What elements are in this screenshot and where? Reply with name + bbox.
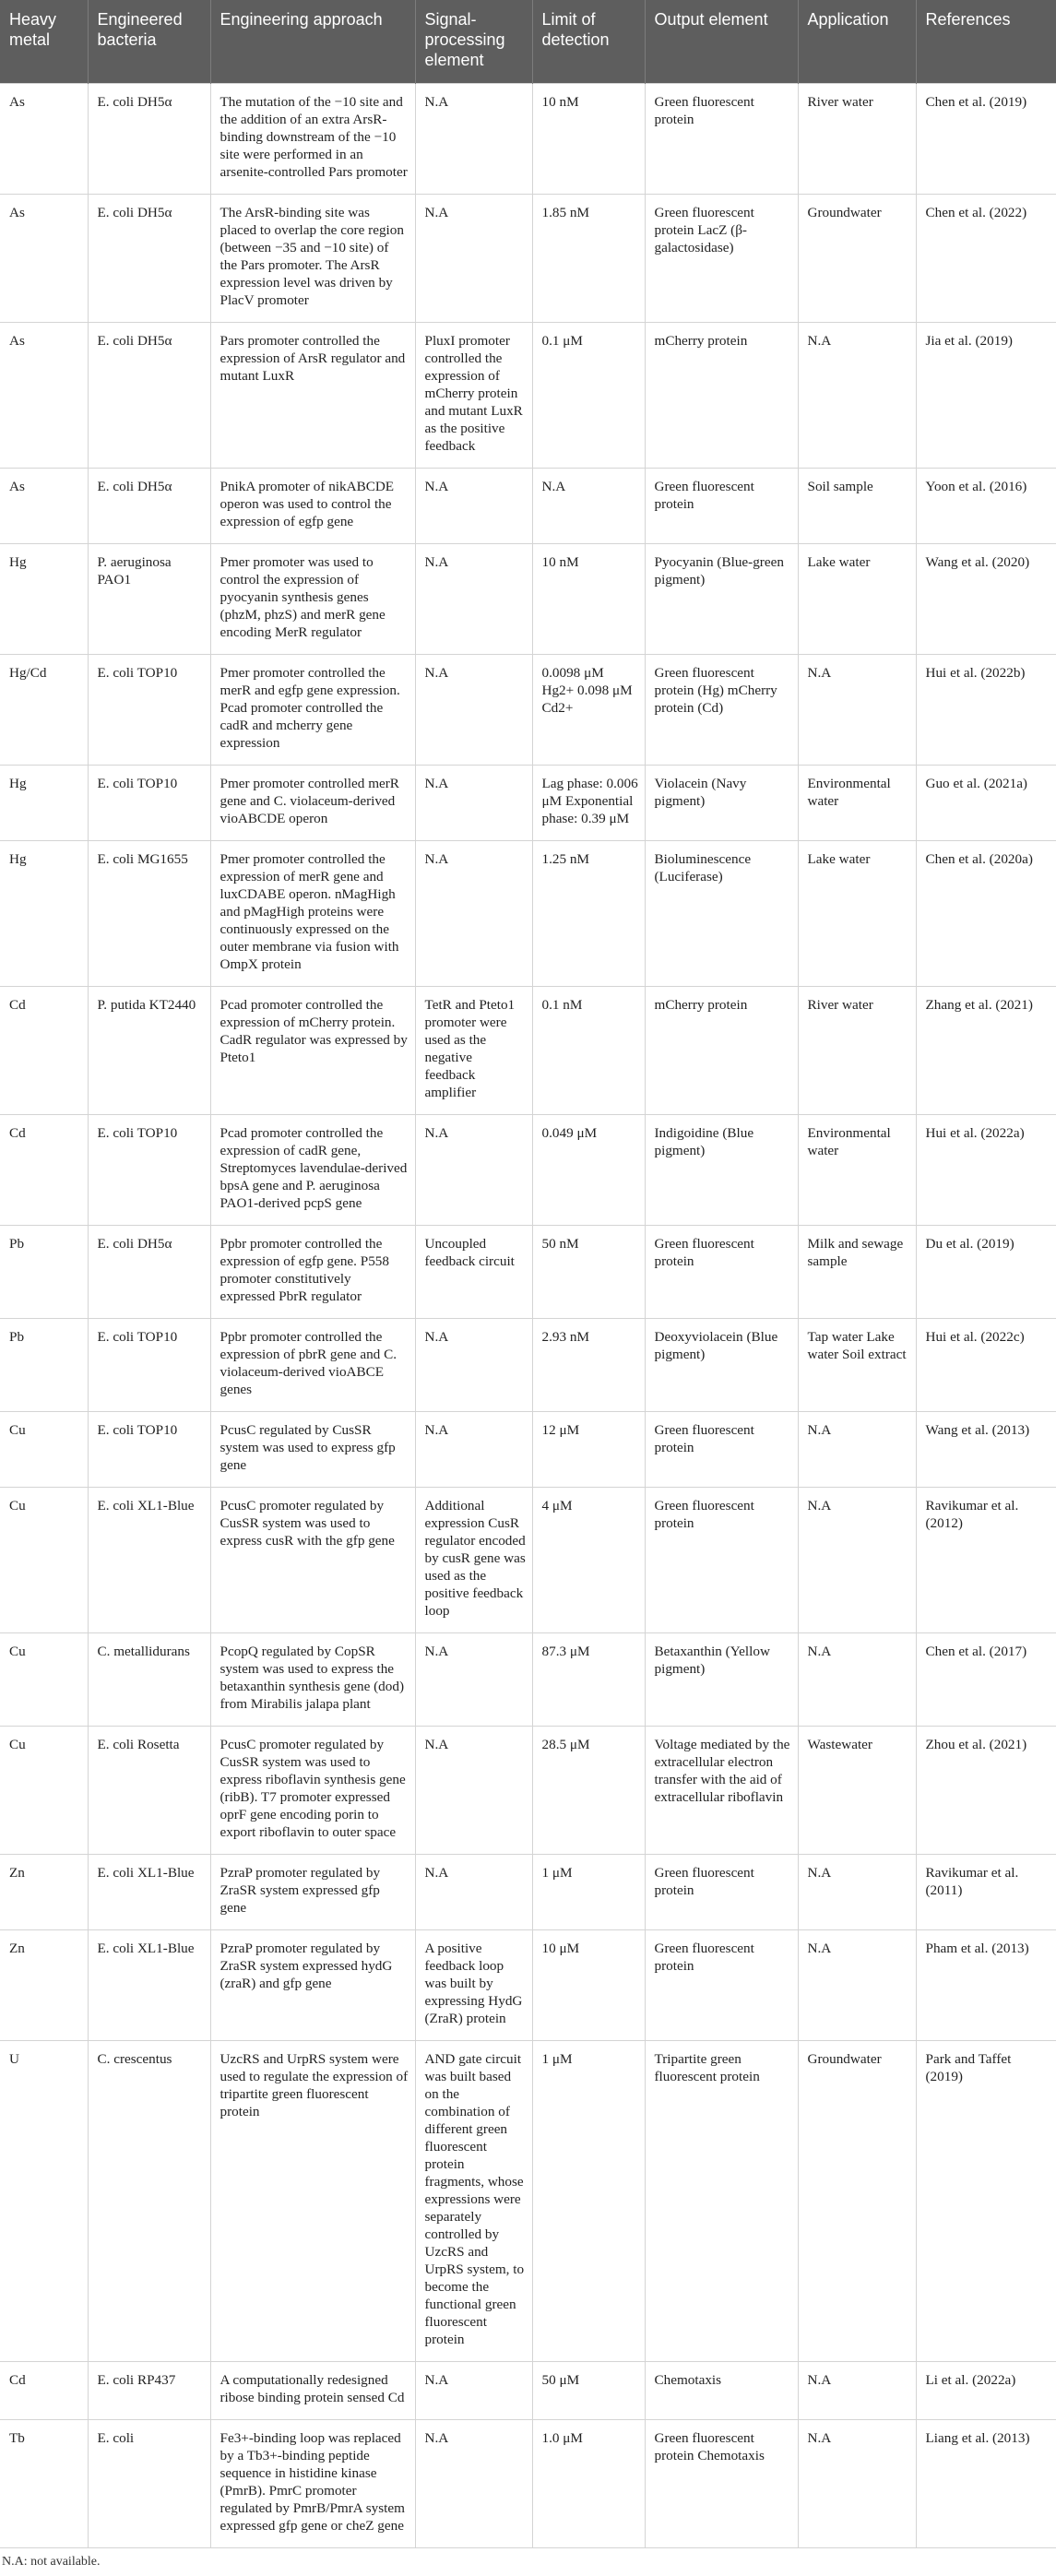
- cell-application: Lake water: [798, 841, 916, 987]
- cell-signal-processing-element: N.A: [415, 84, 532, 195]
- column-header-heavy-metal: Heavy metal: [0, 0, 88, 84]
- cell-references: Guo et al. (2021a): [916, 766, 1056, 841]
- cell-heavy-metal: Pb: [0, 1319, 88, 1412]
- cell-signal-processing-element: Additional expression CusR regulator encoded by cusR gene was used as the positive feedback loop: [415, 1488, 532, 1633]
- cell-output-element: Green fluorescent protein: [645, 469, 798, 544]
- cell-references: Zhou et al. (2021): [916, 1727, 1056, 1855]
- table-row: [0, 1412, 1056, 1488]
- cell-output-element: mCherry protein: [645, 323, 798, 469]
- cell-engineering-approach: PzraP promoter regulated by ZraSR system expressed gfp gene: [210, 1855, 415, 1930]
- column-header-limit-of-detection: Limit of detection: [532, 0, 645, 84]
- cell-engineered-bacteria: E. coli MG1655: [88, 841, 210, 987]
- cell-heavy-metal: Tb: [0, 2420, 88, 2548]
- cell-signal-processing-element: N.A: [415, 195, 532, 323]
- cell-signal-processing-element: N.A: [415, 2362, 532, 2420]
- column-header-output-element: Output element: [645, 0, 798, 84]
- cell-engineering-approach: The ArsR-binding site was placed to overlap the core region (between −35 and −10 site) of the Pars promoter. The ArsR expression level was driven by PlacV promoter: [210, 195, 415, 323]
- cell-heavy-metal: Cd: [0, 987, 88, 1115]
- cell-heavy-metal: Zn: [0, 1930, 88, 2041]
- cell-application: Environmental water: [798, 1115, 916, 1226]
- cell-application: N.A: [798, 1488, 916, 1633]
- cell-references: Yoon et al. (2016): [916, 469, 1056, 544]
- cell-engineered-bacteria: E. coli TOP10: [88, 1115, 210, 1226]
- cell-output-element: Green fluorescent protein LacZ (β-galactosidase): [645, 195, 798, 323]
- cell-application: N.A: [798, 323, 916, 469]
- cell-application: Tap water Lake water Soil extract: [798, 1319, 916, 1412]
- cell-application: River water: [798, 987, 916, 1115]
- table-row: [0, 987, 1056, 1115]
- cell-output-element: Green fluorescent protein: [645, 1412, 798, 1488]
- cell-application: N.A: [798, 1855, 916, 1930]
- cell-engineering-approach: Pmer promoter controlled the merR and egfp gene expression. Pcad promoter controlled the cadR and mcherry gene expression: [210, 655, 415, 766]
- cell-application: Lake water: [798, 544, 916, 655]
- cell-output-element: Indigoidine (Blue pigment): [645, 1115, 798, 1226]
- cell-references: Liang et al. (2013): [916, 2420, 1056, 2548]
- cell-application: N.A: [798, 2420, 916, 2548]
- table-row: [0, 544, 1056, 655]
- cell-output-element: Green fluorescent protein: [645, 1855, 798, 1930]
- cell-heavy-metal: Cu: [0, 1412, 88, 1488]
- cell-engineered-bacteria: E. coli RP437: [88, 2362, 210, 2420]
- cell-references: Zhang et al. (2021): [916, 987, 1056, 1115]
- table-row: [0, 2041, 1056, 2362]
- cell-limit-of-detection: 2.93 nM: [532, 1319, 645, 1412]
- cell-references: Chen et al. (2022): [916, 195, 1056, 323]
- cell-output-element: Green fluorescent protein: [645, 1488, 798, 1633]
- cell-references: Wang et al. (2020): [916, 544, 1056, 655]
- cell-limit-of-detection: 28.5 μM: [532, 1727, 645, 1855]
- cell-references: Jia et al. (2019): [916, 323, 1056, 469]
- cell-engineered-bacteria: E. coli TOP10: [88, 1319, 210, 1412]
- cell-application: Environmental water: [798, 766, 916, 841]
- table-row: [0, 469, 1056, 544]
- cell-references: Hui et al. (2022a): [916, 1115, 1056, 1226]
- cell-limit-of-detection: 50 nM: [532, 1226, 645, 1319]
- cell-output-element: Green fluorescent protein: [645, 84, 798, 195]
- cell-references: Wang et al. (2013): [916, 1412, 1056, 1488]
- cell-references: Chen et al. (2017): [916, 1633, 1056, 1727]
- cell-engineered-bacteria: E. coli DH5α: [88, 1226, 210, 1319]
- cell-engineered-bacteria: P. aeruginosa PAO1: [88, 544, 210, 655]
- cell-application: Wastewater: [798, 1727, 916, 1855]
- cell-application: River water: [798, 84, 916, 195]
- cell-application: N.A: [798, 655, 916, 766]
- cell-engineering-approach: UzcRS and UrpRS system were used to regulate the expression of tripartite green fluorescent protein: [210, 2041, 415, 2362]
- cell-engineered-bacteria: P. putida KT2440: [88, 987, 210, 1115]
- cell-limit-of-detection: 4 μM: [532, 1488, 645, 1633]
- table-row: [0, 1488, 1056, 1633]
- cell-limit-of-detection: 1 μM: [532, 2041, 645, 2362]
- cell-limit-of-detection: N.A: [532, 469, 645, 544]
- cell-heavy-metal: Hg/Cd: [0, 655, 88, 766]
- cell-engineered-bacteria: E. coli TOP10: [88, 766, 210, 841]
- cell-output-element: Green fluorescent protein: [645, 1930, 798, 2041]
- table-row: [0, 1319, 1056, 1412]
- cell-limit-of-detection: 12 μM: [532, 1412, 645, 1488]
- cell-signal-processing-element: A positive feedback loop was built by expressing HydG (ZraR) protein: [415, 1930, 532, 2041]
- cell-output-element: Betaxanthin (Yellow pigment): [645, 1633, 798, 1727]
- cell-heavy-metal: Hg: [0, 544, 88, 655]
- cell-application: N.A: [798, 1930, 916, 2041]
- cell-engineered-bacteria: E. coli XL1-Blue: [88, 1930, 210, 2041]
- table-row: [0, 1226, 1056, 1319]
- cell-output-element: Violacein (Navy pigment): [645, 766, 798, 841]
- cell-signal-processing-element: N.A: [415, 1412, 532, 1488]
- cell-heavy-metal: U: [0, 2041, 88, 2362]
- table-row: [0, 84, 1056, 195]
- table-header-row: [0, 0, 1056, 84]
- cell-engineering-approach: PcusC regulated by CusSR system was used to express gfp gene: [210, 1412, 415, 1488]
- cell-engineering-approach: Pmer promoter controlled merR gene and C. violaceum-derived vioABCDE operon: [210, 766, 415, 841]
- cell-engineered-bacteria: E. coli TOP10: [88, 655, 210, 766]
- cell-signal-processing-element: N.A: [415, 655, 532, 766]
- cell-limit-of-detection: 1.0 μM: [532, 2420, 645, 2548]
- cell-engineered-bacteria: E. coli TOP10: [88, 1412, 210, 1488]
- cell-references: Chen et al. (2019): [916, 84, 1056, 195]
- cell-signal-processing-element: N.A: [415, 1319, 532, 1412]
- cell-engineering-approach: Ppbr promoter controlled the expression of pbrR gene and C. violaceum-derived vioABCE genes: [210, 1319, 415, 1412]
- cell-signal-processing-element: N.A: [415, 469, 532, 544]
- cell-references: Li et al. (2022a): [916, 2362, 1056, 2420]
- cell-limit-of-detection: 10 μM: [532, 1930, 645, 2041]
- cell-engineering-approach: Pcad promoter controlled the expression of cadR gene, Streptomyces lavendulae-derived bpsA gene and P. aeruginosa PAO1-derived pcpS gene: [210, 1115, 415, 1226]
- table-row: [0, 2362, 1056, 2420]
- cell-references: Ravikumar et al. (2012): [916, 1488, 1056, 1633]
- cell-limit-of-detection: 0.1 nM: [532, 987, 645, 1115]
- column-header-application: Application: [798, 0, 916, 84]
- cell-application: N.A: [798, 1412, 916, 1488]
- cell-limit-of-detection: 87.3 μM: [532, 1633, 645, 1727]
- cell-engineered-bacteria: E. coli DH5α: [88, 323, 210, 469]
- cell-limit-of-detection: 10 nM: [532, 544, 645, 655]
- cell-application: N.A: [798, 2362, 916, 2420]
- cell-engineering-approach: Pmer promoter controlled the expression of merR gene and luxCDABE operon. nMagHigh and pMagHigh proteins were continuously expressed on the outer membrane via fusion with OmpX protein: [210, 841, 415, 987]
- cell-heavy-metal: Hg: [0, 766, 88, 841]
- cell-references: Hui et al. (2022c): [916, 1319, 1056, 1412]
- cell-engineered-bacteria: E. coli DH5α: [88, 84, 210, 195]
- cell-references: Hui et al. (2022b): [916, 655, 1056, 766]
- cell-engineered-bacteria: C. crescentus: [88, 2041, 210, 2362]
- cell-limit-of-detection: 0.049 μM: [532, 1115, 645, 1226]
- cell-engineering-approach: Pmer promoter was used to control the expression of pyocyanin synthesis genes (phzM, phzS) and merR gene encoding MerR regulator: [210, 544, 415, 655]
- cell-heavy-metal: As: [0, 84, 88, 195]
- cell-signal-processing-element: N.A: [415, 1115, 532, 1226]
- cell-engineering-approach: Fe3+-binding loop was replaced by a Tb3+-binding peptide sequence in histidine kinase (PmrB). PmrC promoter regulated by PmrB/PmrA system expressed gfp gene or cheZ gene: [210, 2420, 415, 2548]
- cell-engineered-bacteria: E. coli: [88, 2420, 210, 2548]
- column-header-references: References: [916, 0, 1056, 84]
- table-row: [0, 1727, 1056, 1855]
- cell-output-element: Green fluorescent protein: [645, 1226, 798, 1319]
- cell-engineered-bacteria: E. coli DH5α: [88, 195, 210, 323]
- column-header-engineering-approach: Engineering approach: [210, 0, 415, 84]
- cell-output-element: Green fluorescent protein (Hg) mCherry protein (Cd): [645, 655, 798, 766]
- cell-signal-processing-element: N.A: [415, 766, 532, 841]
- cell-engineering-approach: Pars promoter controlled the expression of ArsR regulator and mutant LuxR: [210, 323, 415, 469]
- cell-engineering-approach: PcusC promoter regulated by CusSR system was used to express cusR with the gfp gene: [210, 1488, 415, 1633]
- cell-heavy-metal: Zn: [0, 1855, 88, 1930]
- cell-references: Pham et al. (2013): [916, 1930, 1056, 2041]
- cell-limit-of-detection: 10 nM: [532, 84, 645, 195]
- cell-output-element: Pyocyanin (Blue-green pigment): [645, 544, 798, 655]
- cell-engineering-approach: Pcad promoter controlled the expression of mCherry protein. CadR regulator was expressed by Ptetо1: [210, 987, 415, 1115]
- cell-limit-of-detection: 0.0098 μM Hg2+ 0.098 μM Cd2+: [532, 655, 645, 766]
- cell-engineered-bacteria: E. coli XL1-Blue: [88, 1488, 210, 1633]
- cell-limit-of-detection: 1.25 nM: [532, 841, 645, 987]
- cell-heavy-metal: Cu: [0, 1488, 88, 1633]
- cell-engineering-approach: PcopQ regulated by CopSR system was used to express the betaxanthin synthesis gene (dod) from Mirabilis jalapa plant: [210, 1633, 415, 1727]
- cell-signal-processing-element: TetR and Ptetо1 promoter were used as the negative feedback amplifier: [415, 987, 532, 1115]
- cell-engineered-bacteria: E. coli Rosetta: [88, 1727, 210, 1855]
- cell-engineering-approach: The mutation of the −10 site and the addition of an extra ArsR-binding downstream of the −10 site were performed in an arsenite-controlled Pars promoter: [210, 84, 415, 195]
- cell-signal-processing-element: N.A: [415, 841, 532, 987]
- table-row: [0, 841, 1056, 987]
- table-row: [0, 1115, 1056, 1226]
- cell-heavy-metal: As: [0, 469, 88, 544]
- cell-limit-of-detection: 1.85 nM: [532, 195, 645, 323]
- cell-output-element: Voltage mediated by the extracellular electron transfer with the aid of extracellular riboflavin: [645, 1727, 798, 1855]
- cell-heavy-metal: Cu: [0, 1727, 88, 1855]
- cell-heavy-metal: Cu: [0, 1633, 88, 1727]
- cell-application: Soil sample: [798, 469, 916, 544]
- cell-signal-processing-element: N.A: [415, 544, 532, 655]
- cell-engineering-approach: PzraP promoter regulated by ZraSR system expressed hydG (zraR) and gfp gene: [210, 1930, 415, 2041]
- table-body: [0, 84, 1056, 2548]
- cell-signal-processing-element: N.A: [415, 1633, 532, 1727]
- cell-signal-processing-element: N.A: [415, 1855, 532, 1930]
- cell-application: Milk and sewage sample: [798, 1226, 916, 1319]
- cell-engineering-approach: A computationally redesigned ribose binding protein sensed Cd: [210, 2362, 415, 2420]
- cell-heavy-metal: Hg: [0, 841, 88, 987]
- cell-limit-of-detection: 0.1 μM: [532, 323, 645, 469]
- table-row: [0, 1855, 1056, 1930]
- cell-heavy-metal: Cd: [0, 2362, 88, 2420]
- cell-references: Ravikumar et al. (2011): [916, 1855, 1056, 1930]
- cell-heavy-metal: As: [0, 323, 88, 469]
- cell-output-element: Green fluorescent protein Chemotaxis: [645, 2420, 798, 2548]
- cell-references: Park and Taffet (2019): [916, 2041, 1056, 2362]
- cell-limit-of-detection: 1 μM: [532, 1855, 645, 1930]
- cell-engineered-bacteria: E. coli XL1-Blue: [88, 1855, 210, 1930]
- cell-engineered-bacteria: E. coli DH5α: [88, 469, 210, 544]
- cell-heavy-metal: Cd: [0, 1115, 88, 1226]
- cell-signal-processing-element: N.A: [415, 2420, 532, 2548]
- table-row: [0, 655, 1056, 766]
- table-row: [0, 1930, 1056, 2041]
- cell-engineering-approach: PcusC promoter regulated by CusSR system was used to express riboflavin synthesis gene (ribB). T7 promoter expressed oprF gene encoding porin to export riboflavin to outer space: [210, 1727, 415, 1855]
- cell-application: N.A: [798, 1633, 916, 1727]
- cell-application: Groundwater: [798, 2041, 916, 2362]
- table-row: [0, 195, 1056, 323]
- cell-references: Chen et al. (2020a): [916, 841, 1056, 987]
- table-footnote: N.A: not available.: [2, 2555, 101, 2569]
- table-row: [0, 766, 1056, 841]
- cell-signal-processing-element: AND gate circuit was built based on the combination of different green fluorescent protein fragments, whose expressions were separately controlled by UzcRS and UrpRS system, to become the functional green fluorescent protein: [415, 2041, 532, 2362]
- cell-heavy-metal: As: [0, 195, 88, 323]
- table-row: [0, 2420, 1056, 2548]
- table-row: [0, 323, 1056, 469]
- cell-limit-of-detection: 50 μM: [532, 2362, 645, 2420]
- cell-output-element: Deoxyviolacein (Blue pigment): [645, 1319, 798, 1412]
- cell-application: Groundwater: [798, 195, 916, 323]
- cell-references: Du et al. (2019): [916, 1226, 1056, 1319]
- cell-output-element: Tripartite green fluorescent protein: [645, 2041, 798, 2362]
- column-header-signal-processing-element: Signal-processing element: [415, 0, 532, 84]
- cell-heavy-metal: Pb: [0, 1226, 88, 1319]
- cell-signal-processing-element: PluxI promoter controlled the expression of mCherry protein and mutant LuxR as the positive feedback: [415, 323, 532, 469]
- column-header-engineered-bacteria: Engineered bacteria: [88, 0, 210, 84]
- cell-engineering-approach: Ppbr promoter controlled the expression of egfp gene. P558 promoter constitutively expressed PbrR regulator: [210, 1226, 415, 1319]
- cell-engineered-bacteria: C. metallidurans: [88, 1633, 210, 1727]
- cell-limit-of-detection: Lag phase: 0.006 μM Exponential phase: 0.39 μM: [532, 766, 645, 841]
- cell-output-element: Chemotaxis: [645, 2362, 798, 2420]
- cell-signal-processing-element: Uncoupled feedback circuit: [415, 1226, 532, 1319]
- table-row: [0, 1633, 1056, 1727]
- cell-engineering-approach: PnikA promoter of nikABCDE operon was used to control the expression of egfp gene: [210, 469, 415, 544]
- cell-signal-processing-element: N.A: [415, 1727, 532, 1855]
- cell-output-element: Bioluminescence (Luciferase): [645, 841, 798, 987]
- cell-output-element: mCherry protein: [645, 987, 798, 1115]
